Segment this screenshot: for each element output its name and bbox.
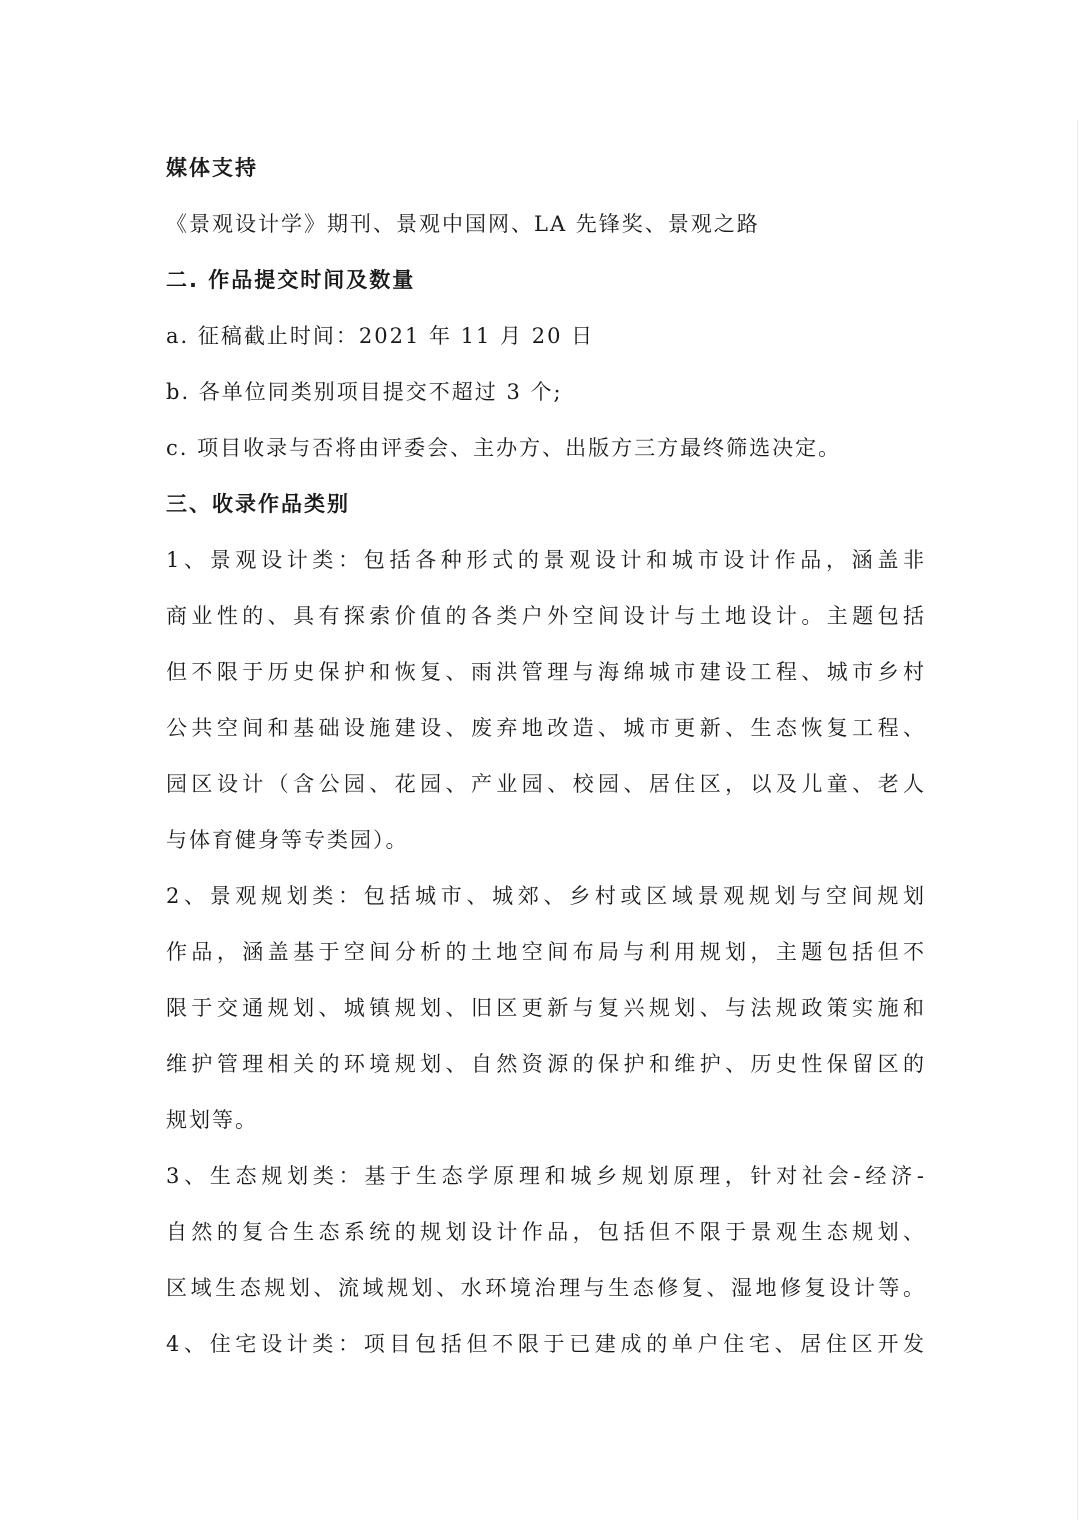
category-3-line-1: 3、生态规划类：基于生态学原理和城乡规划原理，针对社会-经济- xyxy=(166,1164,926,1188)
page-content xyxy=(166,140,926,1372)
submission-item-c: c. 项目收录与否将由评委会、主办方、出版方三方最终筛选决定。 xyxy=(166,436,842,460)
media-support-text: 《景观设计学》期刊、景观中国网、LA 先锋奖、景观之路 xyxy=(166,212,760,236)
category-3-line-2: 自然的复合生态系统的规划设计作品，包括但不限于景观生态规划、 xyxy=(166,1220,926,1244)
category-2-line-2: 作品，涵盖基于空间分析的土地空间布局与利用规划，主题包括但不 xyxy=(166,940,926,964)
category-1-line-3: 但不限于历史保护和恢复、雨洪管理与海绵城市建设工程、城市乡村 xyxy=(166,660,926,684)
category-2-line-3: 限于交通规划、城镇规划、旧区更新与复兴规划、与法规政策实施和 xyxy=(166,996,926,1020)
category-1-line-2: 商业性的、具有探索价值的各类户外空间设计与土地设计。主题包括 xyxy=(166,604,926,628)
category-1-line-6: 与体育健身等专类园）。 xyxy=(166,828,409,852)
submission-item-a: a. 征稿截止时间：2021 年 11 月 20 日 xyxy=(166,324,595,348)
category-2-line-5: 规划等。 xyxy=(166,1108,258,1132)
section-two-heading: 二. 作品提交时间及数量 xyxy=(166,268,416,292)
media-support-heading: 媒体支持 xyxy=(166,156,258,180)
category-4-line-1: 4、住宅设计类：项目包括但不限于已建成的单户住宅、居住区开发 xyxy=(166,1332,926,1356)
scan-edge-divider xyxy=(1077,120,1078,1520)
category-2-line-1: 2、景观规划类：包括城市、城郊、乡村或区域景观规划与空间规划 xyxy=(166,884,926,908)
section-three-heading: 三、收录作品类别 xyxy=(166,492,350,516)
category-1-line-1: 1、景观设计类：包括各种形式的景观设计和城市设计作品，涵盖非 xyxy=(166,548,926,572)
category-2-line-4: 维护管理相关的环境规划、自然资源的保护和维护、历史性保留区的 xyxy=(166,1052,926,1076)
submission-item-b: b. 各单位同类别项目提交不超过 3 个; xyxy=(166,380,563,404)
category-1-line-5: 园区设计（含公园、花园、产业园、校园、居住区，以及儿童、老人 xyxy=(166,772,926,796)
category-3-line-3: 区域生态规划、流域规划、水环境治理与生态修复、湿地修复设计等。 xyxy=(166,1276,926,1300)
category-1-line-4: 公共空间和基础设施建设、废弃地改造、城市更新、生态恢复工程、 xyxy=(166,716,926,740)
